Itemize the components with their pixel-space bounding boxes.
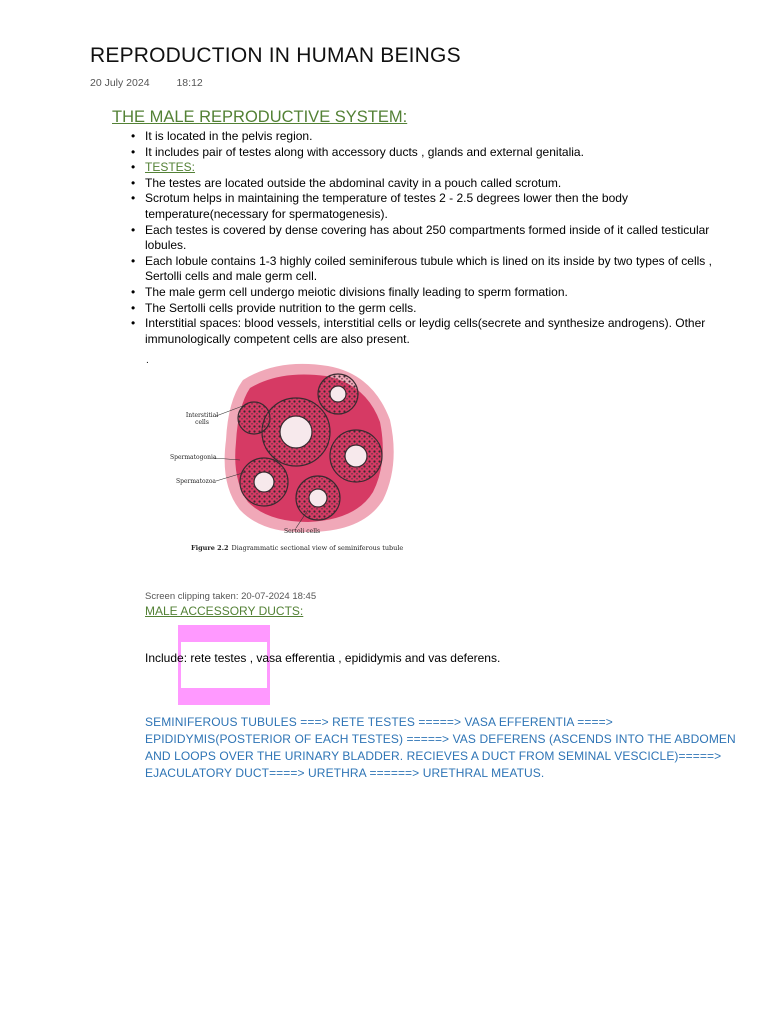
- label-sertoli-cells: Sertoli cells: [284, 528, 321, 535]
- bullet-item: • Each lobule contains 1-3 highly coiled seminiferous tubule which is lined on its inside by two types of cells , Sertolli cells and male germ cell.: [145, 254, 745, 285]
- highlight-box: [178, 625, 270, 705]
- label-spermatogonia: Spermatogonia: [170, 454, 217, 461]
- bullet-item: • Scrotum helps in maintaining the temperature of testes 2 - 2.5 degrees lower then the body temperature(necessary for spermatogenesis).: [145, 191, 745, 222]
- figure-caption: [191, 544, 403, 552]
- accessory-ducts-heading: MALE ACCESSORY DUCTS:: [145, 604, 304, 618]
- label-interstitial-cells: Interstitial cells: [185, 412, 219, 426]
- bullet-item: • Each testes is covered by dense covering has about 250 compartments formed inside of it called testicular lobules.: [145, 223, 745, 254]
- bullet-item: • Interstitial spaces: blood vessels, interstitial cells or leydig cells(secrete and synthesize androgens). Other immunologically competent cells are also present.: [145, 316, 745, 347]
- section-heading: THE MALE REPRODUCTIVE SYSTEM:: [112, 108, 408, 126]
- page-date: 20 July 2024: [90, 77, 150, 89]
- bullet-item: • The testes are located outside the abdominal cavity in a pouch called scrotum.: [145, 176, 745, 192]
- bullet-item: • The male germ cell undergo meiotic divisions finally leading to sperm formation.: [145, 285, 745, 301]
- page-time: 18:12: [176, 77, 203, 89]
- bullet-item: • The Sertolli cells provide nutrition to the germ cells.: [145, 301, 745, 317]
- figure-caption-text: Diagrammatic sectional view of seminiferous tubule: [231, 544, 404, 552]
- bullet-item: • It is located in the pelvis region.: [145, 129, 745, 145]
- label-spermatozoa: Spermatozoa: [176, 478, 217, 485]
- stray-mark: .: [146, 355, 149, 366]
- figure-number: Figure 2.2: [191, 544, 229, 552]
- bullet-item: • It includes pair of testes along with accessory ducts , glands and external genitalia.: [145, 145, 745, 161]
- page-title: REPRODUCTION IN HUMAN BEINGS: [90, 44, 461, 67]
- bullet-item-testes-heading: • TESTES:: [145, 160, 745, 176]
- seminiferous-tubule-figure: [168, 360, 408, 560]
- screen-clipping-note: Screen clipping taken: 20-07-2024 18:45: [145, 591, 317, 602]
- duct-flow-text: SEMINIFEROUS TUBULES ===> RETE TESTES =====> VASA EFFERENTIA ====> EPIDIDYMIS(POSTERIOR OF EACH TESTES) =====> VAS DEFERENS (ASCENDS INTO THE ABDOMEN AND LOOPS OVER THE URINARY BLADDER. RECIEVES A DUCT FROM SEMINAL VESCICLE)=====> EJACULATORY DUCT====> URETHRA ======> URETHRAL MEATUS.: [145, 715, 736, 780]
- page-meta: [90, 77, 203, 89]
- bullet-list: [145, 129, 745, 347]
- include-text: Include: rete testes , vasa efferentia , epididymis and vas deferens.: [145, 651, 501, 665]
